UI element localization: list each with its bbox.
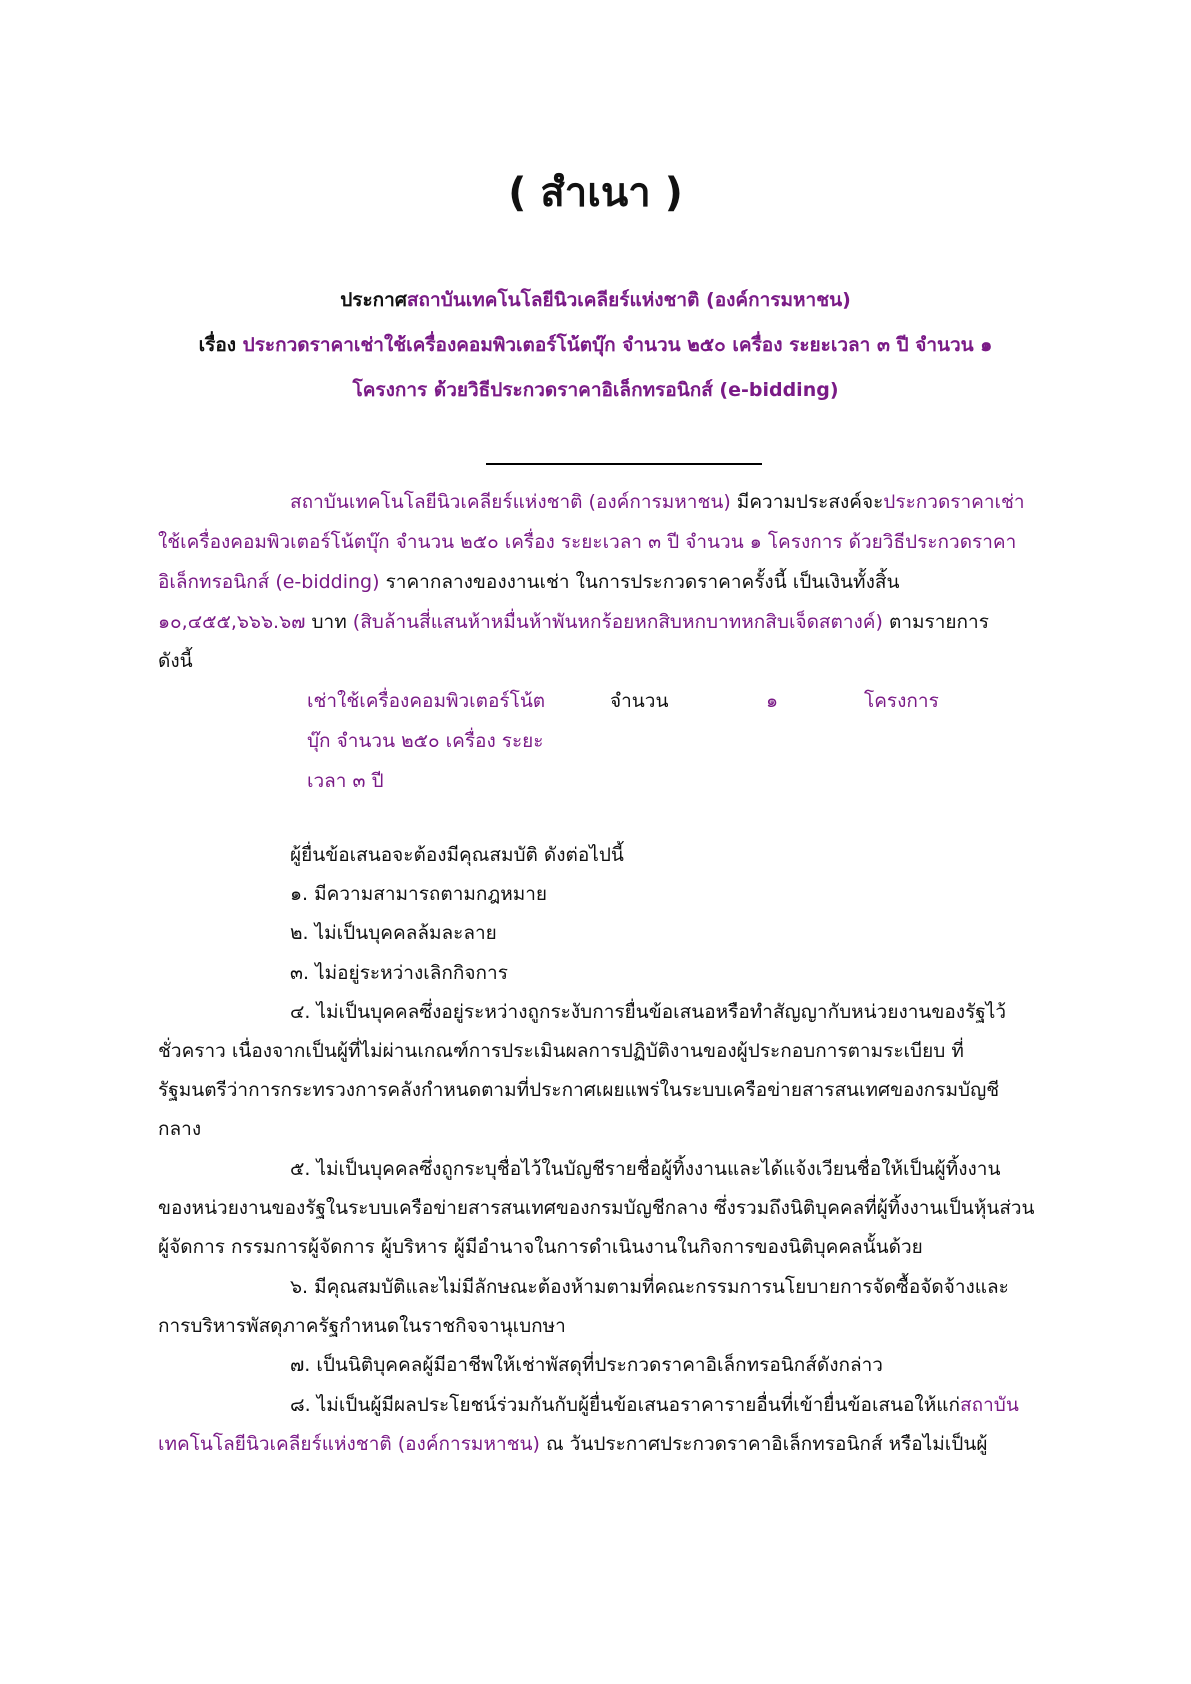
qual-5-line-3: ผู้จัดการ กรรมการผู้จัดการ ผู้บริหาร ผู้มีอำนาจในการดำเนินงานในกิจการของนิติบุคคลนั้นด้วย <box>158 1236 923 1258</box>
title-subject-1: ประกวดราคาเช่าใช้เครื่องคอมพิวเตอร์โน้ตบุ๊ก จำนวน ๒๕๐ เครื่อง ระยะเวลา ๓ ปี จำนวน ๑ <box>242 334 993 356</box>
intro-line-2: ใช้เครื่องคอมพิวเตอร์โน้ตบุ๊ก จำนวน ๒๕๐ เครื่อง ระยะเวลา ๓ ปี จำนวน ๑ โครงการ ด้วยวิธีประกวดราคา <box>158 531 1017 553</box>
title-line-2 <box>140 323 1051 368</box>
qual-8-line-1 <box>290 1390 1019 1420</box>
item-desc-3: เวลา ๓ ปี <box>307 770 384 792</box>
intro-line-5: ดังนี้ <box>158 650 193 672</box>
qual-8-line-2 <box>158 1429 987 1459</box>
title-line-1 <box>140 278 1051 323</box>
intro-line-1 <box>290 487 1025 517</box>
title-org: สถาบันเทคโนโลยีนิวเคลียร์แห่งชาติ (องค์การมหาชน) <box>406 289 851 311</box>
qual-2: ๒. ไม่เป็นบุคคลล้มละลาย <box>290 922 497 944</box>
qual-8-text: ๘. ไม่เป็นผู้มีผลประโยชน์ร่วมกันกับผู้ยื่นข้อเสนอราคารายอื่นที่เข้ายื่นข้อเสนอให้แก่ <box>290 1394 960 1416</box>
qual-8-tail: ณ วันประกาศประกวดราคาอิเล็กทรอนิกส์ หรือไม่เป็นผู้ <box>539 1433 988 1455</box>
intro-line-4 <box>158 607 989 637</box>
title-divider <box>486 463 762 465</box>
qual-7: ๗. เป็นนิติบุคคลผู้มีอาชีพให้เช่าพัสดุที่ประกวดราคาอิเล็กทรอนิกส์ดังกล่าว <box>290 1354 883 1376</box>
item-unit: โครงการ <box>864 690 939 712</box>
intro-price-text: ราคากลางของงานเช่า ในการประกวดราคาครั้งนี้ เป็นเงินทั้งสิ้น <box>379 571 900 593</box>
intro-line-3 <box>158 567 899 597</box>
intro-org: สถาบันเทคโนโลยีนิวเคลียร์แห่งชาติ (องค์การมหาชน) <box>290 491 731 513</box>
qual-8-org-end: เทคโนโลยีนิวเคลียร์แห่งชาติ (องค์การมหาชน) <box>158 1433 540 1455</box>
item-desc-2: บุ๊ก จำนวน ๒๕๐ เครื่อง ระยะ <box>307 730 544 752</box>
qual-4-line-3: รัฐมนตรีว่าการกระทรวงการคลังกำหนดตามที่ประกาศเผยแพร่ในระบบเครือข่ายสารสนเทศของกรมบัญชี <box>158 1079 1000 1101</box>
title-prefix: ประกาศ <box>340 289 407 311</box>
qual-6-line-1: ๖. มีคุณสมบัติและไม่มีลักษณะต้องห้ามตามที่คณะกรรมการนโยบายการจัดซื้อจัดจ้างและ <box>290 1276 1009 1298</box>
intro-amount-words: (สิบล้านสี่แสนห้าหมื่นห้าพันหกร้อยหกสิบหกบาทหกสิบเจ็ดสตางค์) <box>352 611 883 633</box>
qual-5-line-2: ของหน่วยงานของรัฐในระบบเครือข่ายสารสนเทศของกรมบัญชีกลาง ซึ่งรวมถึงนิติบุคคลที่ผู้ทิ้งงานเป็นหุ้นส่วน <box>158 1197 1035 1219</box>
item-qty: ๑ <box>766 690 779 712</box>
item-desc-1: เช่าใช้เครื่องคอมพิวเตอร์โน้ต <box>307 690 546 712</box>
qual-4-line-2: ชั่วคราว เนื่องจากเป็นผู้ที่ไม่ผ่านเกณฑ์การประเมินผลการปฏิบัติงานของผู้ประกอบการตามระเบียบ ที่ <box>158 1040 964 1062</box>
intro-ebidding: อิเล็กทรอนิกส์ (e-bidding) <box>158 571 380 593</box>
item-qty-label: จำนวน <box>610 690 669 712</box>
title-line-3: โครงการ ด้วยวิธีประกวดราคาอิเล็กทรอนิกส์ (e-bidding) <box>352 379 839 401</box>
announcement-title <box>140 278 1051 413</box>
intro-amount: ๑๐,๔๕๕,๖๖๖.๖๗ <box>158 611 306 633</box>
qual-6-line-2: การบริหารพัสดุภาครัฐกำหนดในราชกิจจานุเบกษา <box>158 1315 566 1337</box>
intro-mid: มีความประสงค์จะ <box>730 491 884 513</box>
qual-5-line-1: ๕. ไม่เป็นบุคคลซึ่งถูกระบุชื่อไว้ในบัญชีรายชื่อผู้ทิ้งงานและได้แจ้งเวียนชื่อให้เป็นผู้ทิ้งงาน <box>290 1158 1001 1180</box>
qual-1: ๑. มีความสามารถตามกฎหมาย <box>290 883 548 905</box>
qual-8-org-start: สถาบัน <box>959 1394 1019 1416</box>
title-subject-label: เรื่อง <box>198 334 243 356</box>
qual-3: ๓. ไม่อยู่ระหว่างเลิกกิจการ <box>290 962 508 984</box>
copy-heading: ( สำเนา ) <box>508 170 683 216</box>
qual-4-line-4: กลาง <box>158 1118 202 1140</box>
qual-4-line-1: ๔. ไม่เป็นบุคคลซึ่งอยู่ระหว่างถูกระงับการยื่นข้อเสนอหรือทำสัญญากับหน่วยงานของรัฐไว้ <box>290 1001 1006 1023</box>
intro-tail: ประกวดราคาเช่า <box>883 491 1025 513</box>
intro-baht: บาท <box>305 611 353 633</box>
qual-intro: ผู้ยื่นข้อเสนอจะต้องมีคุณสมบัติ ดังต่อไปนี้ <box>290 844 624 866</box>
intro-list-text: ตามรายการ <box>882 611 989 633</box>
